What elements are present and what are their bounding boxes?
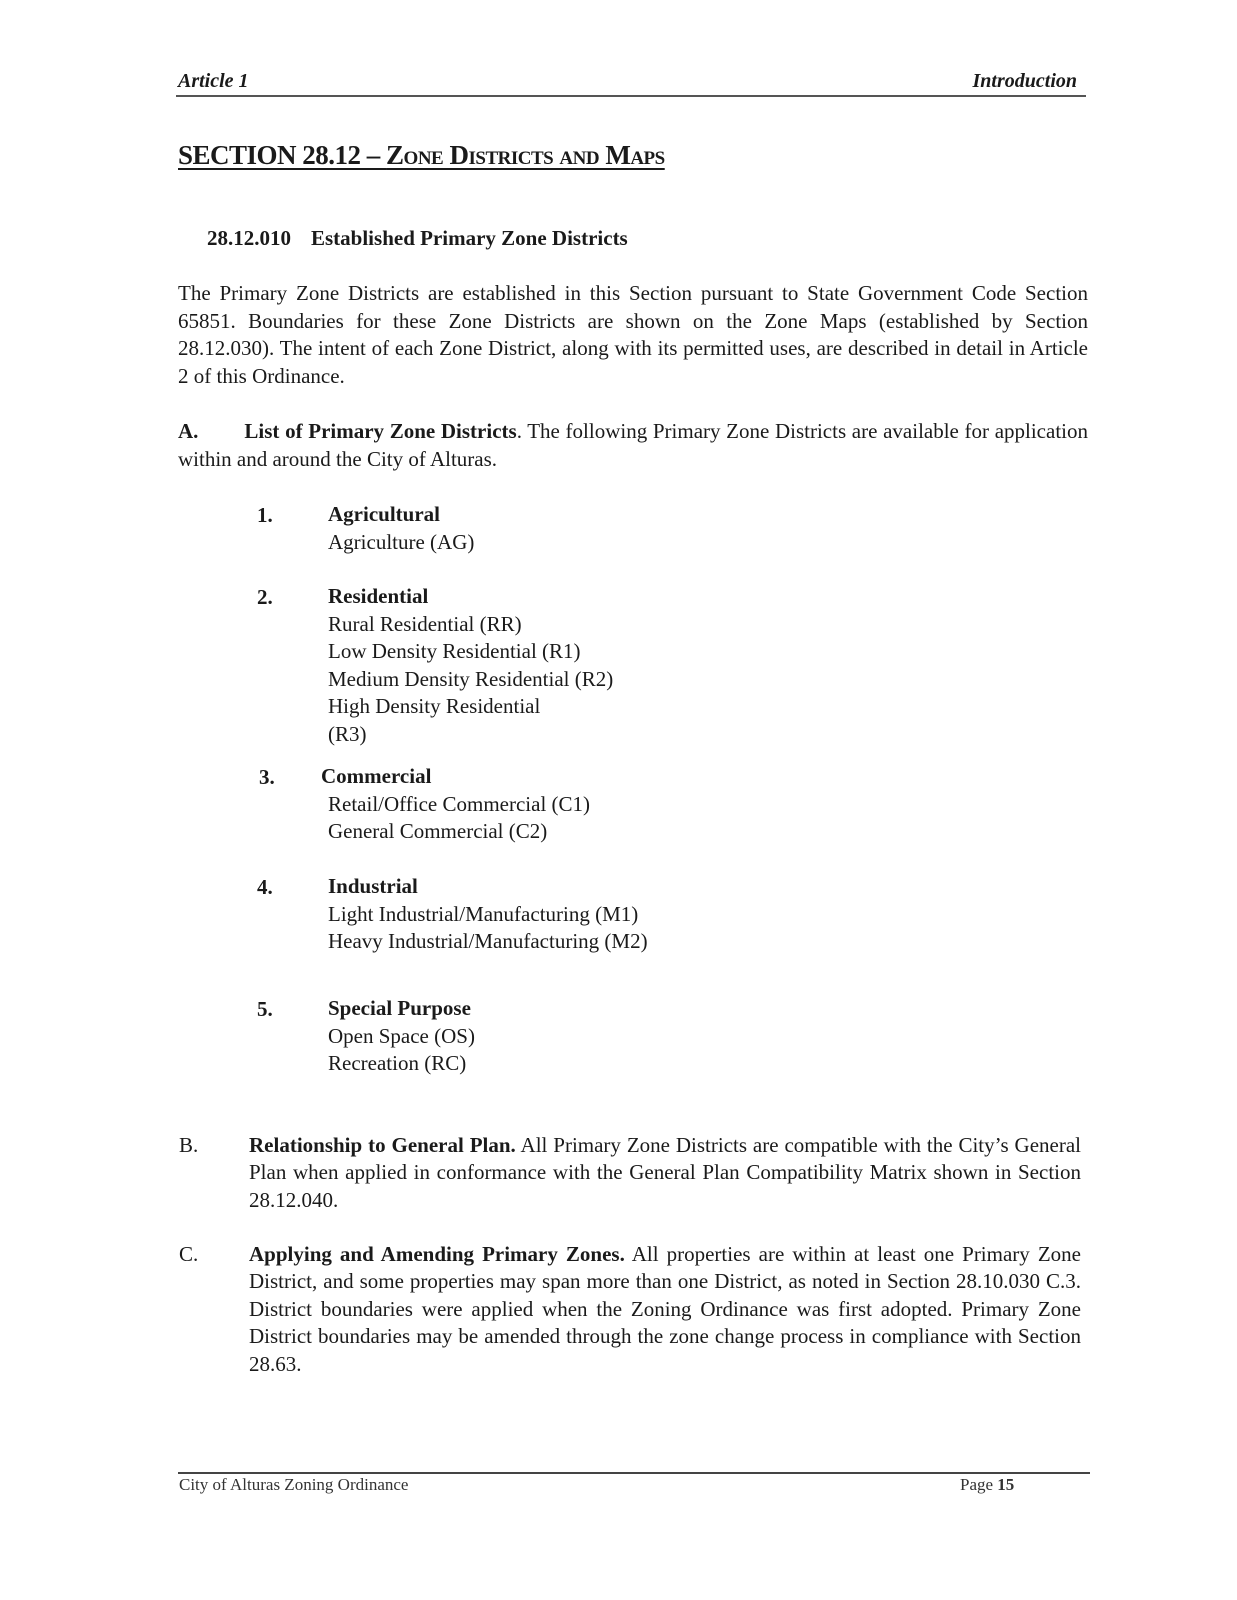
section-c-text: All properties are within at least one Primary Zone District, and some properties may span more than one District, as noted in Section 28.10.030 C.3. District boundaries were applied when the Zoning Ordinance was first adopted. Primary Zone District boundaries may be amended through the zone change process in compliance with Section 28.63. [249,1242,1081,1376]
list-item: Recreation (RC) [328,1051,467,1076]
section-a [178,418,1088,473]
header-article: Article 1 [178,70,249,92]
header-chapter: Introduction [972,70,1077,92]
section-b [249,1132,1081,1214]
list-heading: Residential [328,584,429,608]
section-c [249,1241,1081,1378]
section-a-text: . The following Primary Zone Districts are available for application within and around the City of Alturas. [178,419,1088,471]
section-a-letter: A. [178,419,199,443]
list-item: High Density Residential [328,694,541,719]
list-heading: Commercial [321,764,432,788]
list-item: (R3) [328,722,367,746]
section-a-heading: List of Primary Zone Districts [244,419,517,443]
section-b-text: All Primary Zone Districts are compatible with the City’s General Plan when applied in conformance with the General Plan Compatibility Matrix shown in Section 28.12.040. [249,1133,1081,1212]
section-c-heading: Applying and Amending Primary Zones. [249,1242,625,1266]
list-number: 1. [257,503,273,527]
list-heading: Special Purpose [328,996,471,1020]
page-label: Page [960,1475,994,1494]
list-item: Light Industrial/Manufacturing (M1) [328,901,639,926]
list-item: Medium Density Residential (R2) [328,666,614,691]
title-small-caps: Zone Districts and Maps [386,140,665,170]
list-item: Heavy Industrial/Manufacturing (M2) [328,929,648,954]
list-number: 4. [257,875,273,899]
list-item: Agriculture (AG) [328,529,475,554]
section-c-letter: C. [179,1242,199,1266]
list-number: 3. [259,765,275,789]
section-title [178,140,665,171]
title-prefix: SECTION 28.12 – [178,140,387,170]
list-item: Open Space (OS) [328,1023,475,1048]
list-heading: Agricultural [328,502,440,526]
intro-paragraph: The Primary Zone Districts are established in this Section pursuant to State Government Code Section 65851. Boundaries for these Zone Districts are shown on the Zone Maps (established by Section 28.12.030). The intent of each Zone District, along with its permitted uses, are described in detail in Article 2 of this Ordinance. [178,281,1088,388]
footer-title: City of Alturas Zoning Ordinance [179,1475,409,1494]
section-b-letter: B. [179,1133,199,1157]
subsection-heading [207,226,628,251]
page-number: 15 [997,1475,1015,1494]
footer-page [960,1475,1014,1495]
subsection-number: 28.12.010 [207,226,291,250]
list-item: Rural Residential (RR) [328,611,522,636]
list-item: General Commercial (C2) [328,819,548,844]
list-number: 5. [257,997,273,1021]
section-b-heading: Relationship to General Plan. [249,1133,516,1157]
header-rule [176,95,1086,97]
footer-rule [178,1472,1090,1474]
list-heading: Industrial [328,874,418,898]
list-item: Retail/Office Commercial (C1) [328,791,591,816]
list-number: 2. [257,585,273,609]
subsection-title: Established Primary Zone Districts [311,226,628,250]
list-item: Low Density Residential (R1) [328,639,581,664]
